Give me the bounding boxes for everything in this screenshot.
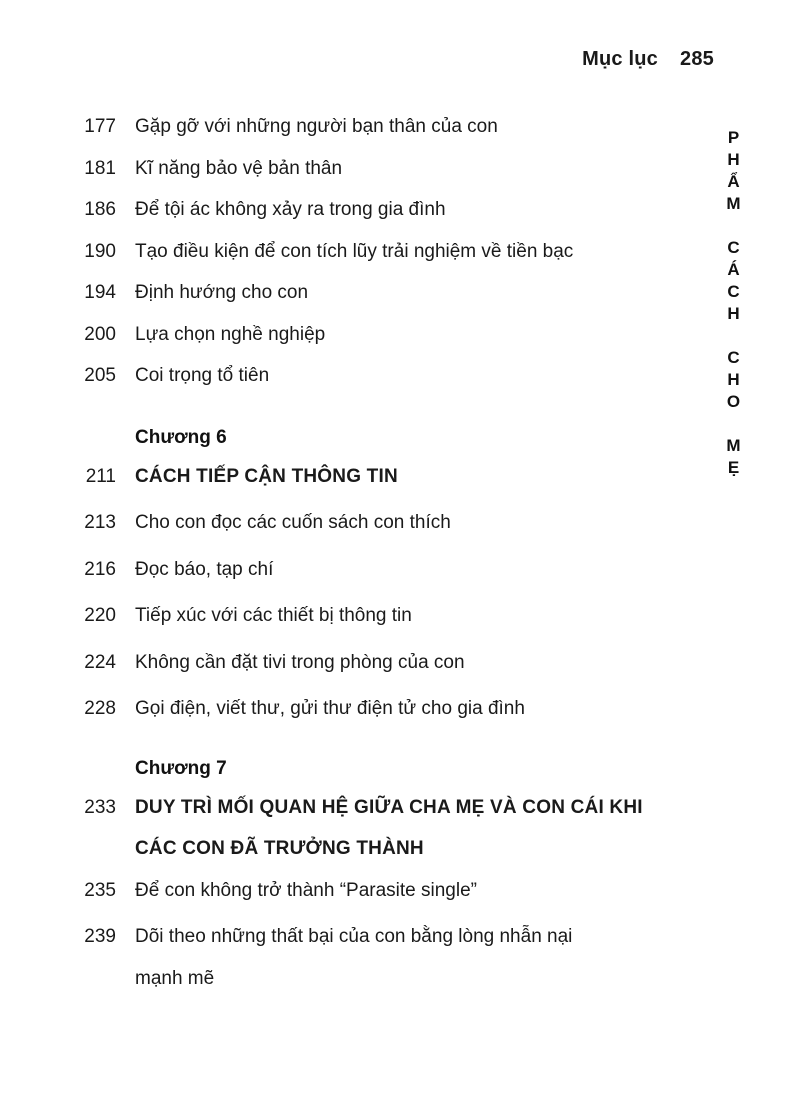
toc-entry (58, 113, 678, 142)
toc-entry-page: 216 (84, 558, 116, 580)
toc-entry-label: DUY TRÌ MỐI QUAN HỆ GIỮA CHA MẸ VÀ CON CÁI KHI (135, 796, 643, 818)
toc-entry-page: 200 (84, 323, 116, 345)
header-title: Mục lục (582, 48, 659, 70)
toc-entry (58, 238, 678, 267)
toc-entry (58, 556, 678, 585)
toc-entry-chapter-6-title (58, 463, 678, 492)
toc-entry (58, 923, 678, 952)
chapter-label-7: Chương 7 (135, 757, 227, 779)
toc-entry-page: 211 (85, 465, 116, 487)
toc-entry-label: Dõi theo những thất bại của con bằng lòng nhẫn nại (135, 926, 573, 947)
toc-entry-label: Kĩ năng bảo vệ bản thân (135, 157, 343, 179)
toc-entry-label: Coi trọng tổ tiên (135, 365, 270, 386)
toc-entry-page: 233 (84, 796, 116, 818)
toc-entry-label-continued: mạnh mẽ (135, 967, 215, 989)
toc-entry (58, 155, 678, 184)
toc-entry-label: Để con không trở thành “Parasite single” (135, 879, 477, 901)
toc-entry-label: Lựa chọn nghề nghiệp (135, 323, 326, 345)
toc-entry-page: 213 (84, 512, 116, 533)
toc-entry-page: 239 (84, 926, 116, 947)
toc-entry-label: Đọc báo, tạp chí (135, 558, 274, 580)
toc-entry-page: 177 (84, 116, 116, 137)
toc-entry-page: 228 (84, 698, 116, 719)
toc-entry-label: Gọi điện, viết thư, gửi thư điện tử cho gia đình (135, 698, 525, 719)
chapter-label-6: Chương 6 (135, 426, 227, 448)
toc-entry-page: 235 (84, 879, 116, 901)
toc-entry (58, 196, 678, 225)
toc-entry-label: Gặp gỡ với những người bạn thân của con (135, 116, 498, 137)
toc-entry (58, 321, 678, 350)
book-title-vertical: PHẨM CÁCH CHO MẸ (724, 128, 743, 480)
toc-entry-page: 220 (84, 605, 116, 626)
toc-entry-chapter-7-title-continued: CÁC CON ĐÃ TRƯỞNG THÀNH (135, 838, 424, 859)
table-of-contents (58, 113, 678, 1006)
toc-entry-page: 224 (84, 651, 116, 673)
toc-entry (58, 279, 678, 308)
toc-entry-label: Tiếp xúc với các thiết bị thông tin (135, 605, 412, 626)
toc-entry (58, 877, 678, 906)
toc-entry-label: Không cần đặt tivi trong phòng của con (135, 651, 465, 673)
toc-entry (58, 602, 678, 631)
toc-entry (58, 362, 678, 391)
toc-entry (58, 695, 678, 724)
toc-entry-label: CÁCH TIẾP CẬN THÔNG TIN (135, 465, 398, 487)
toc-entry-page: 181 (84, 157, 116, 179)
page-header (582, 48, 714, 71)
toc-entry-page: 190 (84, 240, 116, 262)
toc-entry-chapter-7-title (58, 794, 678, 823)
toc-entry-label: Tạo điều kiện để con tích lũy trải nghiệm về tiền bạc (135, 240, 574, 262)
toc-entry-label: Để tội ác không xảy ra trong gia đình (135, 199, 446, 220)
toc-entry-label: Định hướng cho con (135, 282, 309, 303)
toc-entry (58, 509, 678, 538)
toc-entry-page: 205 (84, 365, 116, 386)
header-page-number: 285 (680, 48, 714, 70)
toc-entry-page: 186 (84, 199, 116, 220)
toc-entry (58, 649, 678, 678)
toc-entry-page: 194 (84, 282, 116, 303)
toc-entry-label: Cho con đọc các cuốn sách con thích (135, 512, 451, 533)
